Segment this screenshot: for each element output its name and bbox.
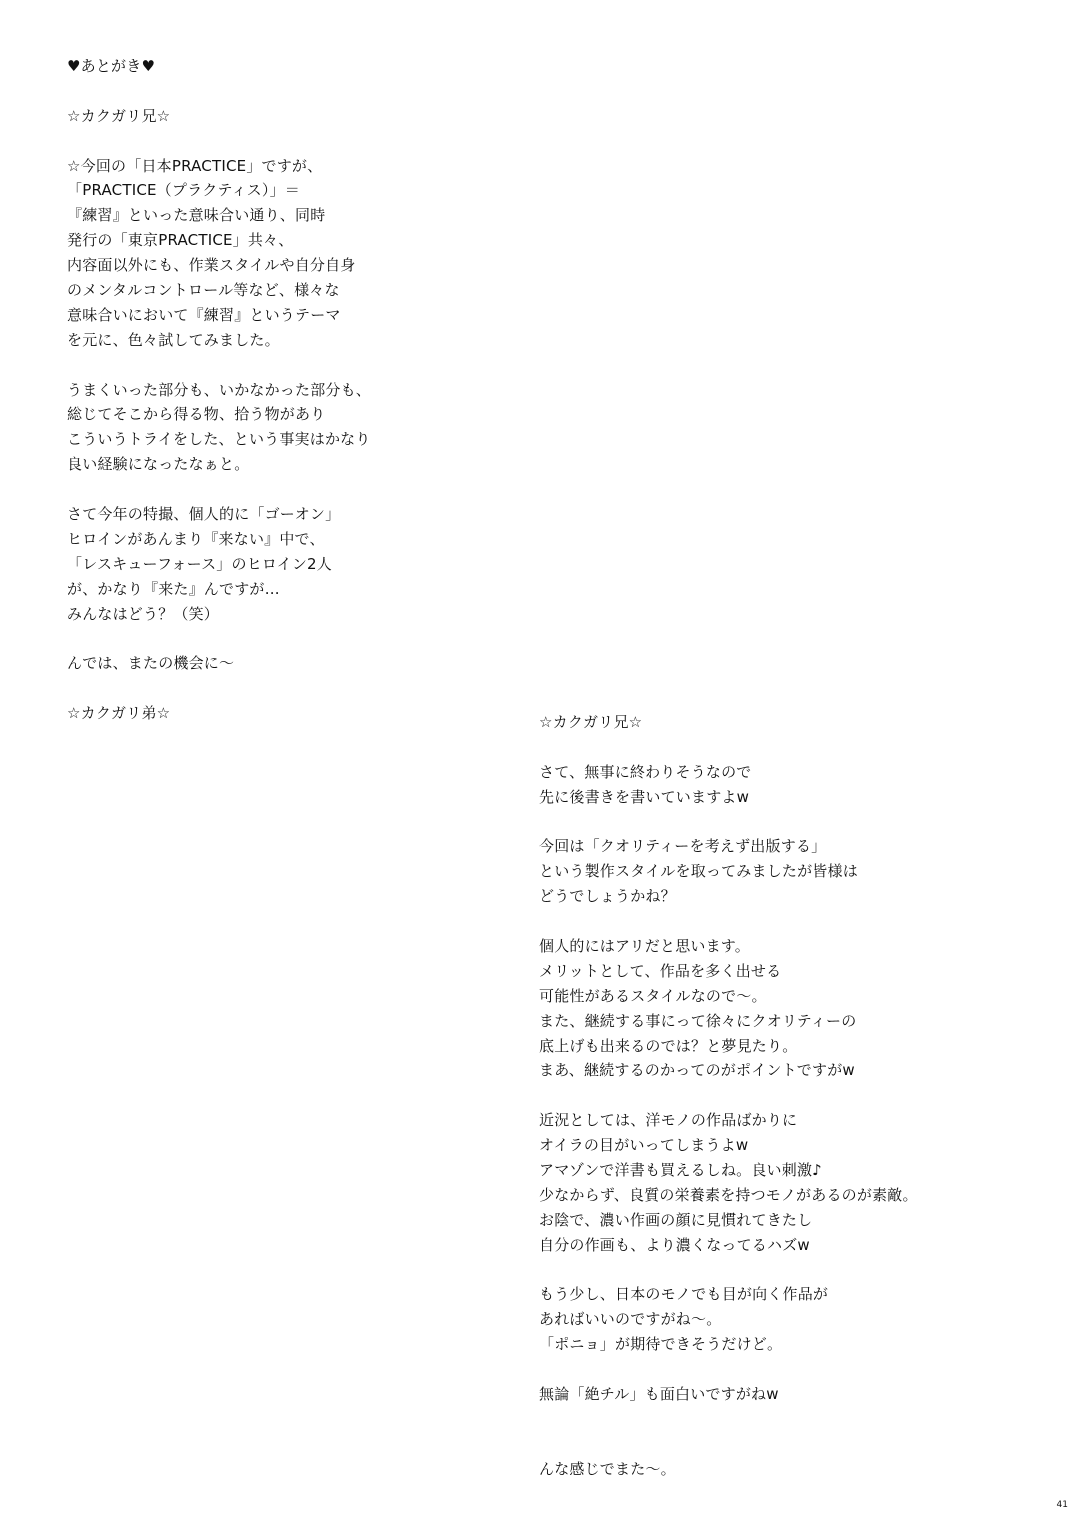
text-line: 「PRACTICE（プラクティス）」＝ xyxy=(67,181,300,200)
blank-line xyxy=(539,1407,1039,1432)
text-line: 「ポニョ」が期待できそうだけど。 xyxy=(539,1335,783,1354)
blank-line xyxy=(67,129,527,154)
text-line: もう少し、日本のモノでも目が向く作品が xyxy=(539,1285,829,1304)
blank-line xyxy=(67,477,527,502)
page-number: 41 xyxy=(1056,1500,1068,1510)
text-line: まあ、継続するのかってのがポイントですがw xyxy=(539,1061,855,1080)
right-afterword-column xyxy=(539,710,1039,1482)
text-line: んな感じでまた～。 xyxy=(539,1459,676,1478)
text-line: オイラの目がいってしまうよw xyxy=(539,1136,749,1155)
text-line: 総じてそこから得る物、拾う物があり xyxy=(67,405,326,424)
blank-line xyxy=(539,1357,1039,1382)
text-line: を元に、色々試してみました。 xyxy=(67,330,280,349)
text-line: ☆今回の「日本PRACTICE」ですが、 xyxy=(67,156,323,175)
text-line: 可能性があるスタイルなので～。 xyxy=(539,986,767,1005)
text-line: ヒロインがあんまり『来ない』中で、 xyxy=(67,529,325,548)
blank-line xyxy=(67,79,527,104)
text-line: あればいいのですがね～。 xyxy=(539,1310,722,1329)
text-line: アマゾンで洋書も買えるしね。良い刺激♪ xyxy=(539,1161,822,1180)
text-line: さて、無事に終わりそうなので xyxy=(539,762,752,781)
text-line: 少なからず、良質の栄養素を持つモノがあるのが素敵。 xyxy=(539,1185,918,1204)
text-line: 意味合いにおいて『練習』というテーマ xyxy=(67,305,341,324)
text-line: 近況としては、洋モノの作品ばかりに xyxy=(539,1111,798,1130)
text-line: 内容面以外にも、作業スタイルや自分自身 xyxy=(67,256,356,275)
text-line: 発行の「東京PRACTICE」共々、 xyxy=(67,231,294,250)
text-line: お陰で、濃い作画の顔に見慣れてきたし xyxy=(539,1210,813,1229)
text-line: 先に後書きを書いていますよw xyxy=(539,787,750,806)
text-line: という製作スタイルを取ってみましたが皆様は xyxy=(539,862,858,881)
text-line: のメンタルコントロール等など、様々な xyxy=(67,281,340,300)
text-line: メリットとして、作品を多く出せる xyxy=(539,961,782,980)
text-line: 自分の作画も、より濃くなってるハズw xyxy=(539,1235,810,1254)
blank-line xyxy=(539,810,1039,835)
text-line: みんなはどう？（笑） xyxy=(67,604,220,623)
blank-line xyxy=(67,626,527,651)
blank-line xyxy=(539,1258,1039,1283)
blank-line xyxy=(539,1432,1039,1457)
blank-line xyxy=(67,676,527,701)
text-line: んでは、またの機会に～ xyxy=(67,654,235,673)
text-line: 「レスキューフォース」のヒロイン2人 xyxy=(67,554,332,573)
blank-line xyxy=(67,353,527,378)
text-line: うまくいった部分も、いかなかった部分も、 xyxy=(67,380,372,399)
text-line: さて今年の特撮、個人的に「ゴーオン」 xyxy=(67,505,341,524)
blank-line xyxy=(539,909,1039,934)
text-line: ☆カクガリ兄☆ xyxy=(67,106,171,125)
text-line: 良い経験になったなぁと。 xyxy=(67,455,250,474)
text-line: 今回は「クオリティーを考えず出版する」 xyxy=(539,837,827,856)
text-line: が、かなり『来た』んですが… xyxy=(67,579,280,598)
text-line: 底上げも出来るのでは？と夢見たり。 xyxy=(539,1036,798,1055)
text-line: ☆カクガリ弟☆ xyxy=(67,704,171,723)
text-line: こういうトライをした、という事実はかなり xyxy=(67,430,371,449)
text-line: また、継続する事にって徐々にクオリティーの xyxy=(539,1011,857,1030)
blank-line xyxy=(539,1083,1039,1108)
text-line: 『練習』といった意味合い通り、同時 xyxy=(67,206,326,225)
text-line: どうでしょうかね？ xyxy=(539,887,676,906)
text-line: ♥あとがき♥ xyxy=(67,57,156,75)
blank-line xyxy=(539,735,1039,760)
text-line: 個人的にはアリだと思います。 xyxy=(539,937,751,956)
text-line: ☆カクガリ兄☆ xyxy=(539,713,643,731)
left-afterword-column xyxy=(67,54,527,726)
text-line: 無論「絶チル」も面白いですがねw xyxy=(539,1385,779,1404)
